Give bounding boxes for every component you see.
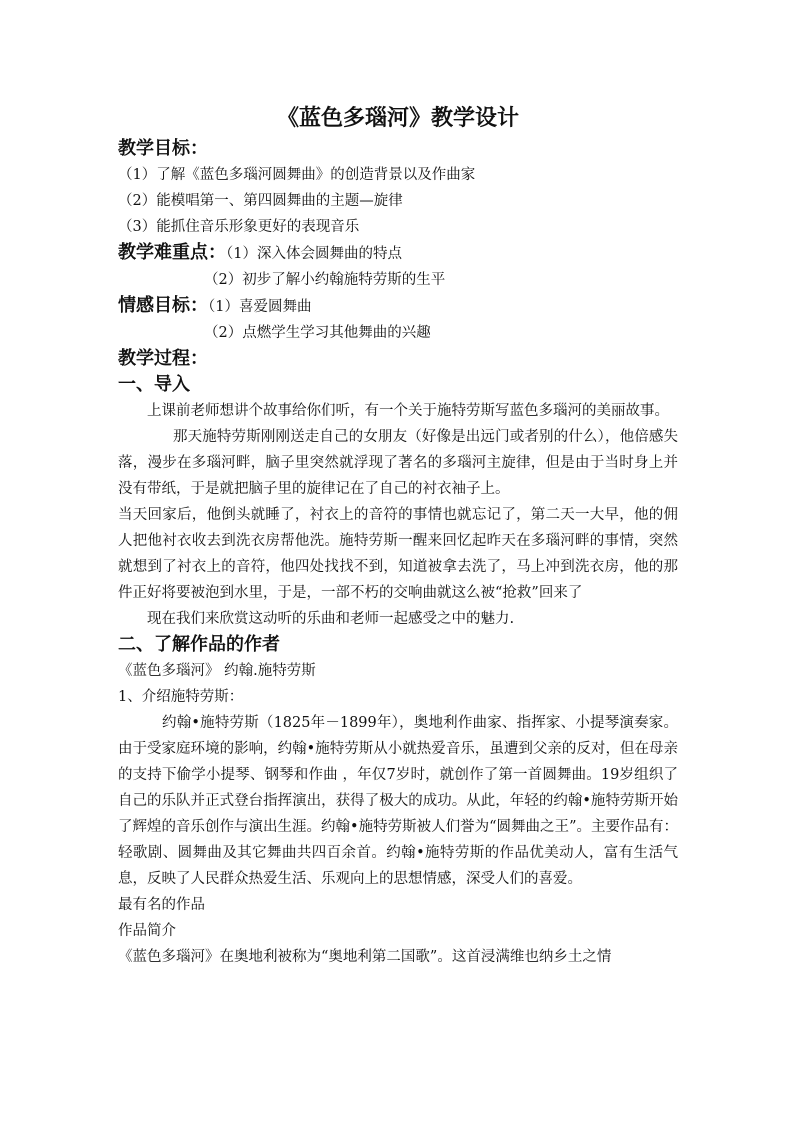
section-1-heading: 一、导入 [118, 374, 190, 395]
intro-paragraph-4: 现在我们来欣赏这动听的乐曲和老师一起感受之中的魅力. [147, 611, 515, 627]
objective-item-1: （1）了解《蓝色多瑙河圆舞曲》的创造背景以及作曲家 [118, 167, 476, 183]
intro-label: 1、介绍施特劳斯： [118, 689, 244, 705]
document-page [118, 100, 678, 970]
emotion-heading: 情感目标： [118, 295, 208, 316]
intro-paragraph-1: 上课前老师想讲个故事给你们听，有一个关于施特劳斯写蓝色多瑙河的美丽故事。 [147, 403, 669, 419]
emotion-row [118, 293, 678, 320]
key-points-heading: 教学难重点： [118, 242, 226, 263]
key-points-row [118, 240, 678, 267]
emotion-item-1: （1）喜爱圆舞曲 [208, 299, 312, 315]
key-point-item-1: （1）深入体会圆舞曲的特点 [226, 246, 402, 262]
document-title: 《蓝色多瑙河》教学设计 [276, 105, 519, 131]
work-summary-label: 作品简介 [118, 923, 176, 939]
objective-item-3: （3）能抓住音乐形象更好的表现音乐 [118, 219, 360, 235]
famous-works-label: 最有名的作品 [118, 897, 205, 913]
process-heading: 教学过程： [118, 348, 208, 369]
work-summary-text: 《蓝色多瑙河》在奥地利被称为“奥地利第二国歌”。这首浸满维也纳乡土之情 [118, 949, 612, 965]
intro-paragraph-3: 当天回家后，他倒头就睡了，衬衣上的音符的事情也就忘记了，第二天一大早，他的佣人把他衬衣收去到洗衣房帮他洗。施特劳斯一醒来回忆起昨天在多瑙河畔的事情，突然就想到了衬衣上的音符，他四处找找不到，知道被拿去洗了，马上冲到洗衣房，他的那件正好将要被泡到水里，于是，一部不朽的交响曲就这么被“抢救”回来了 [118, 507, 678, 601]
emotion-item-2: （2）点燃学生学习其他舞曲的兴趣 [204, 325, 431, 341]
bio-paragraph: 约翰•施特劳斯（1825年－1899年），奥地利作曲家、指挥家、小提琴演奏家。由于受家庭环境的影响，约翰•施特劳斯从小就热爱音乐，虽遭到父亲的反对，但在母亲的支持下偷学小提琴、钢琴和作曲 ，年仅7岁时，就创作了第一首圆舞曲。19岁组织了自己的乐队并正式登台指挥演出，获得了极大的成功。从此，年轻的约翰•施特劳斯开始了辉煌的音乐创作与演出生涯。约翰•施特劳斯被人们誉为“圆舞曲之王”。主要作品有：轻歌剧、圆舞曲及其它舞曲共四百余首。约翰•施特劳斯的作品优美动人，富有生活气息，反映了人民群众热爱生活、乐观向上的思想情感，深受人们的喜爱。 [118, 715, 678, 887]
intro-paragraph-2: 那天施特劳斯刚刚送走自己的女朋友（好像是出远门或者别的什么），他倍感失落，漫步在多瑙河畔，脑子里突然就浮现了著名的多瑙河主旋律，但是由于当时身上并没有带纸，于是就把脑子里的旋律记在了自己的衬衣袖子上。 [118, 429, 678, 497]
objective-item-2: （2）能模唱第一、第四圆舞曲的主题—旋律 [118, 193, 403, 209]
key-point-item-2: （2）初步了解小约翰施特劳斯的生平 [204, 272, 446, 288]
section-2-heading: 二、了解作品的作者 [118, 634, 280, 655]
objectives-heading: 教学目标： [118, 138, 208, 159]
work-author-line: 《蓝色多瑙河》 约翰.施特劳斯 [118, 663, 316, 679]
